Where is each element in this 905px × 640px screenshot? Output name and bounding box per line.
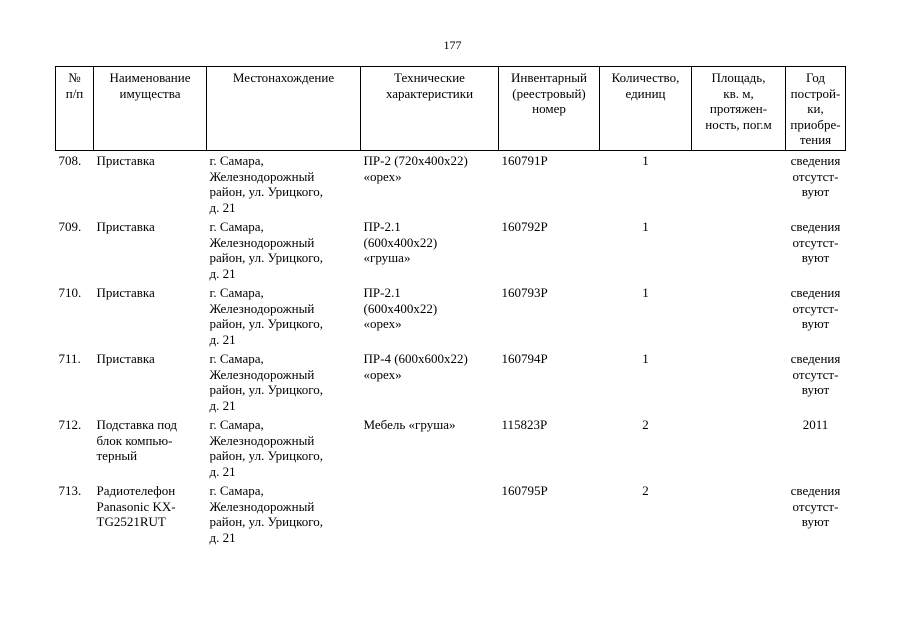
table-row [56,217,846,283]
area [692,151,786,218]
inventory-number: 160795Р [501,483,548,498]
year: сведения отсутст- вуют [790,219,841,265]
area [692,349,786,415]
table-row [56,415,846,481]
header-inventory: Инвентарный (реестровый) номер [499,67,600,151]
property-name: Приставка [96,219,155,234]
property-specs: ПР-2.1 (600х400х22) «груша» [363,219,438,265]
property-location: г. Самара, Железнодорожный район, ул. Урицкого, д. 21 [209,153,323,215]
table-row [56,481,846,547]
inventory-number: 160791Р [501,153,548,168]
property-location: г. Самара, Железнодорожный район, ул. Урицкого, д. 21 [209,417,323,479]
year: сведения отсутст- вуют [790,483,841,529]
property-location: г. Самара, Железнодорожный район, ул. Урицкого, д. 21 [209,351,323,413]
header-area: Площадь, кв. м, протяжен- ность, пог.м [692,67,786,151]
header-num: № п/п [56,67,94,151]
property-name: Приставка [96,285,155,300]
header-year: Год построй- ки, приобре- тения [786,67,846,151]
row-number: 708. [58,153,82,168]
property-location: г. Самара, Железнодорожный район, ул. Урицкого, д. 21 [209,285,323,347]
quantity: 1 [642,153,649,168]
inventory-number: 115823Р [501,417,548,432]
year: 2011 [802,417,829,432]
property-location: г. Самара, Железнодорожный район, ул. Урицкого, д. 21 [209,483,323,545]
property-specs: ПР-2.1 (600х400х22) «орех» [363,285,438,331]
property-name: Подставка под блок компью- терный [96,417,177,463]
property-name: Радиотелефон Panasonic KX- TG2521RUT [96,483,176,529]
property-specs: Мебель «груша» [363,417,456,432]
table-row [56,151,846,218]
property-specs [361,481,499,547]
year: сведения отсутст- вуют [790,153,841,199]
table-row [56,349,846,415]
row-number: 709. [58,219,82,234]
property-registry-table [55,66,846,547]
property-location: г. Самара, Железнодорожный район, ул. Урицкого, д. 21 [209,219,323,281]
year: сведения отсутст- вуют [790,285,841,331]
area [692,415,786,481]
area [692,283,786,349]
row-number: 712. [58,417,82,432]
table-header-row [56,67,846,151]
header-name: Наименование имущества [94,67,207,151]
area [692,217,786,283]
area [692,481,786,547]
header-location: Местонахождение [207,67,361,151]
property-specs: ПР-2 (720х400х22) «орех» [363,153,468,184]
table-row [56,283,846,349]
quantity: 1 [642,351,649,366]
inventory-number: 160792Р [501,219,548,234]
quantity: 2 [642,483,649,498]
inventory-number: 160793Р [501,285,548,300]
property-specs: ПР-4 (600х600х22) «орех» [363,351,468,382]
page-number: 177 [443,38,462,52]
header-specs: Технические характеристики [361,67,499,151]
year: сведения отсутст- вуют [790,351,841,397]
property-name: Приставка [96,351,155,366]
row-number: 710. [58,285,82,300]
property-name: Приставка [96,153,155,168]
quantity: 2 [642,417,649,432]
quantity: 1 [642,285,649,300]
header-quantity: Количество, единиц [600,67,692,151]
inventory-number: 160794Р [501,351,548,366]
row-number: 711. [58,351,81,366]
quantity: 1 [642,219,649,234]
row-number: 713. [58,483,82,498]
